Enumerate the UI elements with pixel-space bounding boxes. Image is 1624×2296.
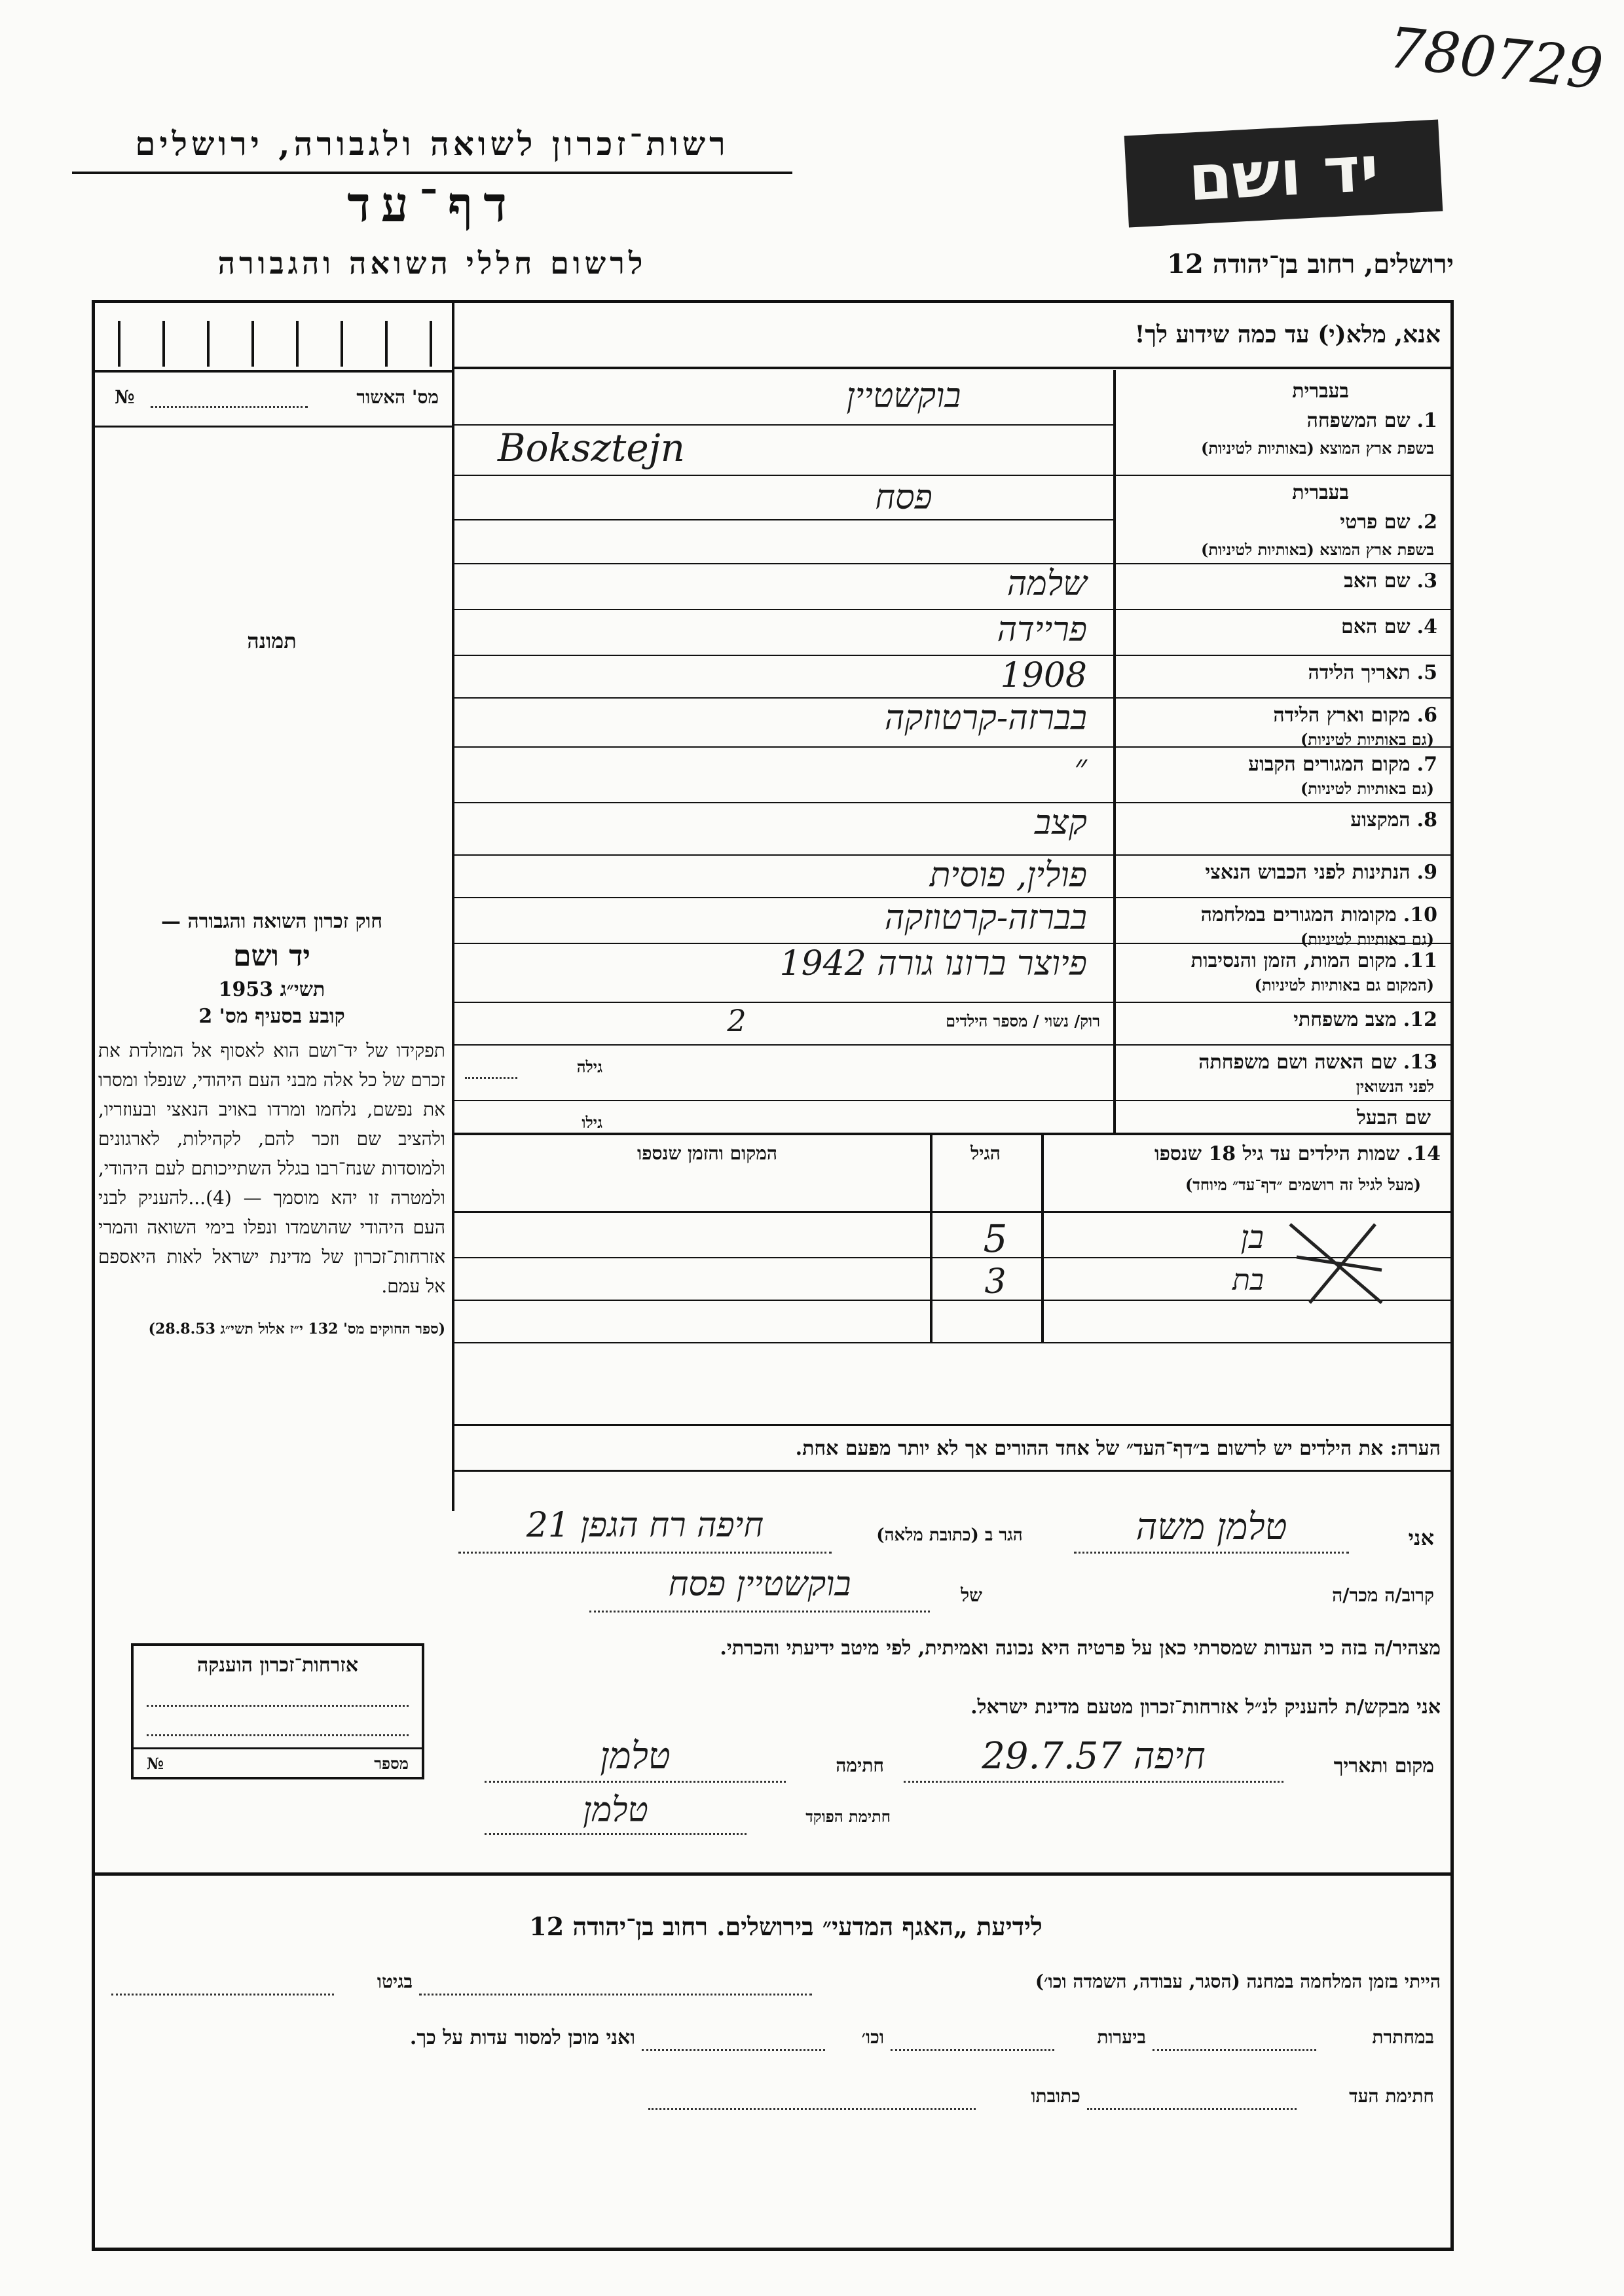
request: אני מבקש/ת להעניק לנ״ל אזרחות־זכרון מטעם מדינת ישראל. <box>970 1696 1441 1719</box>
footer-title: לידיעת „האגף המדעי״ בירושלים. רחוב בן־יהודה 12 <box>529 1912 1043 1941</box>
field-lang-label: בעברית <box>1292 380 1349 403</box>
age-label: גילו <box>581 1113 602 1132</box>
field-value[interactable]: שלמה <box>1006 564 1087 604</box>
law-clause: קובע בסעיף מס' 2 <box>198 1005 345 1028</box>
law-title: חוק זכרון השואה והגבורה — <box>161 910 382 933</box>
field-mid-line <box>454 519 1113 520</box>
law-year: תשי״ג 1953 <box>218 978 325 1001</box>
citizenship-no-label: מספר <box>374 1754 409 1773</box>
instruction-underline <box>452 367 1454 369</box>
of-name[interactable]: בוקשטיין פסח <box>668 1565 851 1604</box>
org-line: רשות־זכרון לשואה ולגבורה, ירושלים <box>135 124 729 163</box>
children-sub: (מעל לגיל זה רושמים ״דף־עד״ מיוחד) <box>1185 1175 1421 1194</box>
field-value[interactable]: קצב <box>1034 803 1087 843</box>
signature[interactable]: טלמן <box>600 1735 671 1777</box>
field-label-text: שם המשפחה <box>1306 409 1411 432</box>
field-label-text: שם הבעל <box>1356 1106 1431 1129</box>
field-label-text: שם האם <box>1341 615 1411 638</box>
field-label <box>1123 809 1437 831</box>
frame-left <box>92 300 95 2251</box>
field-label-text: שם פרטי <box>1340 511 1411 534</box>
field-number: 9. <box>1416 861 1437 884</box>
field-label-text: שם האב <box>1344 570 1411 592</box>
field-row-line <box>454 475 1450 476</box>
field-label <box>1123 903 1437 926</box>
field-number: 4. <box>1416 615 1437 638</box>
declarant-name[interactable]: טלמן משה <box>1135 1506 1287 1548</box>
citizenship-box <box>131 1643 424 1779</box>
field-value[interactable]: ״ <box>1074 748 1087 787</box>
inspector-label: חתימת הפוקד <box>805 1807 891 1826</box>
footer-forests: ביערות <box>1097 2026 1146 2048</box>
field-sublabel: לפני הנשואין <box>1356 1077 1434 1096</box>
field-label-text: מקום המות, הזמן והנסיבות <box>1190 949 1397 972</box>
tick-marks <box>118 321 432 367</box>
yad-vashem-logo: יד ושם <box>1124 120 1443 228</box>
footer-etc: וכו׳ <box>861 2026 884 2048</box>
children-title: שמות הילדים עד גיל 18 שנספו <box>1154 1142 1400 1165</box>
note-bottom <box>454 1470 1450 1472</box>
field-lang-label: בעברית <box>1292 481 1349 504</box>
field-value[interactable]: 2 <box>727 1003 747 1038</box>
field-label <box>1123 570 1437 592</box>
child-age-2[interactable]: 3 <box>984 1262 1006 1302</box>
approval-field[interactable] <box>151 406 308 408</box>
signature-label: חתימה <box>836 1755 884 1776</box>
value-column-left <box>452 370 454 1133</box>
children-col-age-right <box>1041 1133 1044 1342</box>
field-value[interactable]: בברזה-קרטוזקה <box>884 699 1087 738</box>
field-value[interactable]: בוקשטיין <box>846 376 961 416</box>
law-box <box>98 910 445 1338</box>
footer-willing: ואני מוכן למסור עדות על כך. <box>409 2026 635 2049</box>
frame-top <box>92 300 1454 303</box>
field-label-text: שם האשה ושם משפחתה <box>1198 1051 1397 1074</box>
law-body: תפקידו של יד־ושם הוא לאסוף אל המולדת את זכרם של כל אלה מבני העם היהודי, שנפלו ומסרו את נפשם, נלחמו ומרדו באויב הנאצי ובעוזריו, ולהציב שם וזכר להם, לקהילות, לארגונים ולמוסדות שנח־רבו בגלל השתייכותם לעם היהודי, ולמטרה זו יהא מוסמך — (4)...להעניק לבני העם היהודי שהושמדו ונפלו בימי השואה והמרי אזרחות־זכרון של מדינת ישראל לאות היאספם אל עמם. <box>98 1040 445 1297</box>
footer-underground: במחתרת <box>1372 2026 1434 2048</box>
field-number: 7. <box>1416 753 1437 776</box>
field-number: 2. <box>1416 511 1437 534</box>
footer-witness-sig: חתימת העד <box>1349 2085 1434 2107</box>
field-label-text: מקום המגורים הקבוע <box>1248 753 1411 776</box>
org-underline <box>72 172 792 174</box>
citizenship-no-sign: № <box>147 1754 164 1773</box>
child-name-1[interactable]: בן <box>1240 1219 1264 1256</box>
crossed-out-mark <box>1283 1218 1388 1309</box>
field-label <box>1123 1008 1437 1031</box>
field-sublabel: (גם באותיות לטיניות) <box>1300 730 1434 749</box>
field-number: 10. <box>1403 903 1437 926</box>
form-title: דף־עד <box>347 177 517 233</box>
approval-bottom <box>92 426 452 428</box>
field-label-text: מקום וארץ הלידה <box>1273 704 1411 727</box>
footer-separator <box>92 1872 1454 1876</box>
field-number: 3. <box>1416 570 1437 592</box>
field-label <box>1123 511 1437 534</box>
children-header <box>1048 1142 1441 1165</box>
field-sublabel: (גם באותיות לטיניות) <box>1300 930 1434 949</box>
declaration: מצהיר/ה בזה כי העדות שמסרתי כאן על פרטיה היא נכונה ואמיתית, לפי מיטב ידיעתי והכרתי. <box>720 1637 1441 1660</box>
field-label-text: המקצוע <box>1350 809 1411 831</box>
children-header-line <box>454 1211 1450 1213</box>
frame-bottom <box>92 2248 1454 2251</box>
declarant-resides-label: הגר ב (כתובת מלאה) <box>876 1525 1023 1545</box>
approval-row-top <box>92 370 452 373</box>
field-label <box>1123 661 1437 684</box>
field-label <box>1123 861 1437 884</box>
field-label <box>1123 949 1437 972</box>
reference-number: 780729 <box>1385 15 1606 103</box>
field-label-text: הנתינות לפני הכבוש הנאצי <box>1205 861 1411 884</box>
place-date-label: מקום ותאריך <box>1333 1755 1434 1777</box>
field-label <box>1123 704 1437 727</box>
declarant-address[interactable]: חיפה רח הגפן 21 <box>526 1506 764 1545</box>
field-label <box>1123 753 1437 776</box>
children-row-line-3 <box>454 1342 1450 1343</box>
approval-no-sign: № <box>115 386 135 408</box>
footer-address-label: כתובתו <box>1031 2085 1080 2107</box>
age-label: גילה <box>576 1057 602 1076</box>
field-number: 1. <box>1416 409 1437 432</box>
photo-label: תמונה <box>247 629 297 653</box>
field-label <box>1123 1051 1437 1074</box>
relation-label: קרוב/ה מכר/ה <box>1332 1584 1434 1606</box>
field-number: 12. <box>1403 1008 1437 1031</box>
field-label-text: תאריך הלידה <box>1308 661 1411 684</box>
field-label <box>1123 409 1437 432</box>
field-value[interactable]: פריידה <box>997 610 1087 649</box>
inspector-signature[interactable]: טלמן <box>583 1791 648 1830</box>
citizenship-title: אזרחות־זכרון הוענקה <box>196 1654 359 1677</box>
field-value[interactable]: בברזה-קרטוזקה <box>884 898 1087 938</box>
law-name: יד ושם <box>233 939 310 973</box>
field-number: 5. <box>1416 661 1437 684</box>
children-num: 14. <box>1406 1142 1441 1165</box>
field-value-latin[interactable]: Boksztejn <box>498 426 685 470</box>
field-value[interactable]: פסח <box>875 478 932 517</box>
address: ירושלים, רחוב בן־יהודה 12 <box>1167 249 1454 280</box>
age-field[interactable] <box>465 1077 517 1079</box>
of-label: של <box>961 1584 982 1606</box>
frame-right <box>1450 300 1454 2251</box>
children-place-header: המקום והזמן שנספו <box>637 1142 777 1164</box>
field-number: 11. <box>1403 949 1437 972</box>
field-row-line <box>454 1100 1450 1101</box>
form-subtitle: לרשום חללי השואה והגבורה <box>217 246 647 281</box>
field-number: 8. <box>1416 809 1437 831</box>
footer-line1: הייתי בזמן המלחמה במחנה (הסגר, עבודה, השמדה וכו׳) <box>1035 1971 1441 1992</box>
field-sublabel: (גם באותיות לטיניות) <box>1300 779 1434 798</box>
child-name-2[interactable]: בת <box>1232 1264 1264 1297</box>
children-top <box>454 1133 1450 1135</box>
field-value[interactable]: פולין, פוסית <box>929 856 1087 895</box>
field-label-text: מצב משפחתי <box>1293 1008 1397 1031</box>
instruction: אנא, מלא(י) עד כמה שידוע לך! <box>1134 321 1441 348</box>
children-col-age-left <box>930 1133 932 1342</box>
field-number: 13. <box>1403 1051 1437 1074</box>
note-top <box>454 1424 1450 1426</box>
field-row-line <box>454 1044 1450 1046</box>
place-date[interactable]: חיפה 29.7.57 <box>982 1735 1206 1777</box>
declarant-i-label: אני <box>1408 1525 1434 1550</box>
footer-ghetto: בגיטו <box>377 1971 413 1992</box>
field-label-text: מקומות המגורים במלחמה <box>1200 903 1397 926</box>
approval-label: מס' האשור <box>356 386 439 408</box>
field-label <box>1123 1106 1437 1129</box>
field-value[interactable]: 1908 <box>1000 656 1087 695</box>
field-sublabel: בשפת ארץ המוצא (באותיות לטיניות) <box>1201 540 1434 559</box>
note: הערה: את הילדים יש לרשום ב״דף־העד״ של אחד ההורים אך לא יותר מפעם אחת. <box>795 1437 1441 1460</box>
label-column-divider <box>1113 370 1116 1133</box>
field-label <box>1123 615 1437 638</box>
law-source: (ספר החוקים מס' 132 י״ז אלול תשי״ג 28.8.53) <box>148 1321 445 1338</box>
child-age-1[interactable]: 5 <box>983 1216 1008 1261</box>
marital-options: רוק/ נשוי / מספר הילדים <box>946 1011 1100 1030</box>
field-sublabel: (המקום גם באותיות לטיניות) <box>1254 975 1434 994</box>
field-row-line <box>454 1002 1450 1003</box>
field-sublabel: בשפת ארץ המוצא (באותיות לטיניות) <box>1201 439 1434 458</box>
field-number: 6. <box>1416 704 1437 727</box>
children-age-header: הגיל <box>970 1142 1001 1164</box>
field-value[interactable]: פיוצר ברונו גורה 1942 <box>779 944 1087 983</box>
